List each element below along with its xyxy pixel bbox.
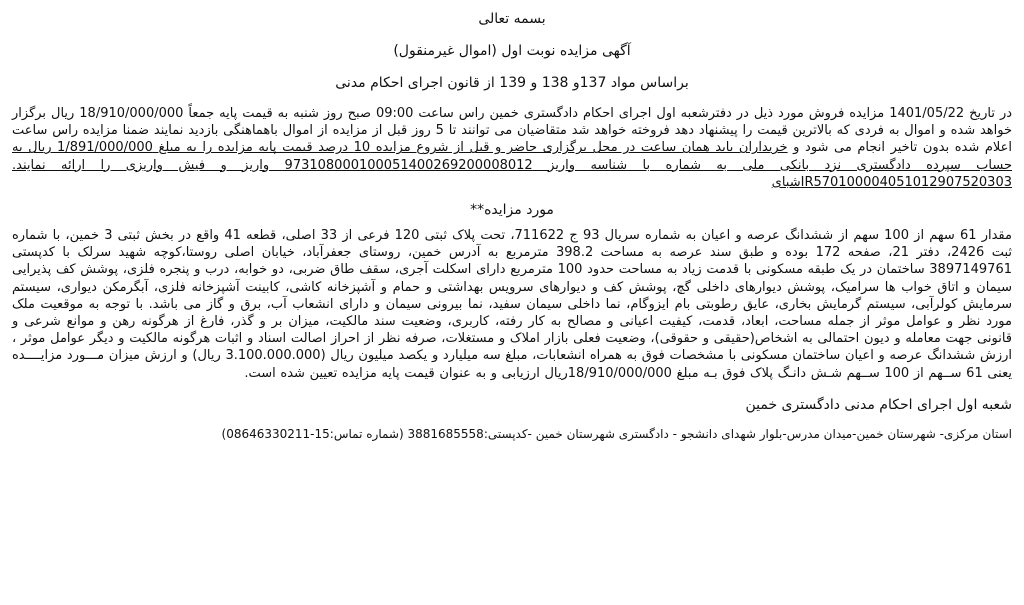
notice-title: آگهی مزایده نوبت اول (اموال غیرمنقول)	[393, 43, 631, 59]
intro-underlined-text: خریداران باید همان ساعت در محل برگزاری حاضر و قبل از شروع مزایده 10 درصد قیمت پایه مزایده را به مبلغ 1/891/000/000 ریال به حساب سپرده دادگستری نزد بانکی ملی به شماره با شناسه واریز 973108000100051400269200008012 واریز و فیش واریزی را ارائه نمایند. IR570100004051012907520303شبای	[12, 140, 1013, 190]
intro-text: در تاریخ 1401/05/22 مزایده فروش مورد ذیل در دفترشعبه اول اجرای احکام دادگستری خمین راس ساعت 09:00 صبح روز شنبه به قیمت پایه جمعاً 18/910/000/000 ریال برگزار خواهد شده و اموال به فردی که بالاترین قیمت را پیشنهاد دهد فروخته خواهد شد متقاضیان می توانند تا 5 روز قبل از مزایده از اموال باهماهنگی بازدید نمایند ضمنا مزایده راس ساعت اعلام شده بدون تاخیر انجام می شود و	[12, 106, 1013, 156]
bismillah-heading: بسمه تعالی	[478, 11, 546, 27]
intro-paragraph	[12, 105, 1012, 191]
address-footer: استان مرکزی- شهرستان خمین-میدان مدرس-بلوار شهدای دانشجو - دادگستری شهرستان خمین -کدپستی:3881685558 (شماره تماس:15-08646330211)	[221, 426, 1012, 441]
section-title: مورد مزایده**	[470, 202, 554, 219]
property-description: مقدار 61 سهم از 100 سهم از ششدانگ عرصه و اعیان به شماره سریال 93 ج 711622، تحت پلاک ثبتی 120 فرعی از 33 اصلی، قطعه 41 واقع در بخش ثبتی 3 خمین، با شماره ثبت 2426، دفتر 21، صفحه 172 بوده و طبق سند عرصه به مساحت 398.2 مترمربع به آدرس خمین، روستای جعفرآباد، خیابان اصلی روستا،کوچه شهید سرلک با کدپستی 3897149761 ساختمان در یک طبقه مسکونی با قدمت زیاد به مساحت حدود 100 مترمربع دارای اسکلت آجری، سقف طاق ضربی، دو خوابه، درب و پنجره فلزی، پوشش کف پذیرایی سیمان و اتاق خواب ها سرامیک، پوشش دیوارهای داخلی گچ، پوشش کف و دیوارهای سرویس بهداشتی و حمام و آشپزخانه کاشی، کابینت آشپزخانه فلزی، آبگرمکن دیواری، سیستم سرمایش کولرآبی، سیستم گرمایش بخاری، عایق رطوبتی بام ایزوگام، نما داخلی سیمان سفید، نما بیرونی سیمان و دارای انشعاب آب، برق و گاز می باشد. با توجه به موقعیت ملک مورد نظر و عوامل موثر از جمله مساحت، ابعاد، قدمت، کیفیت اعیانی و مصالح به کار رفته، کاربری، وضعیت سند مالکیت، میزان بر و گذر، فارغ از هرگونه رهن و موانع شرعی و قانونی جهت معامله و دیون احتمالی به اشخاص(حقیقی و حقوقی)، وضعیت فعلی بازار املاک و مستغلات، صرفه نظر از احراز اصالت اسناد و اثبات هرگونه مالکیت و دیگر عوامل موثر ، ارزش ششدانگ عرصه و اعیان ساختمان مسکونی با مشخصات فوق به همراه انشعابات، مبلغ سه میلیارد و یکصد میلیون ریال (3.100.000.000 ریال) و ارزش میزان مـــورد مزایــــده یعنی 61 ســهم از 100 ســهم شـش دانـگ پلاک فوق بـه مبلغ 18/910/000/000ریال ارزیابی و به عنوان قیمت پایه مزایده تعیین شده است.	[12, 228, 1013, 381]
legal-basis-line: براساس مواد 137و 138 و 139 از قانون اجرای احکام مدنی	[335, 75, 689, 91]
issuer-signature: شعبه اول اجرای احکام مدنی دادگستری خمین	[745, 396, 1012, 413]
